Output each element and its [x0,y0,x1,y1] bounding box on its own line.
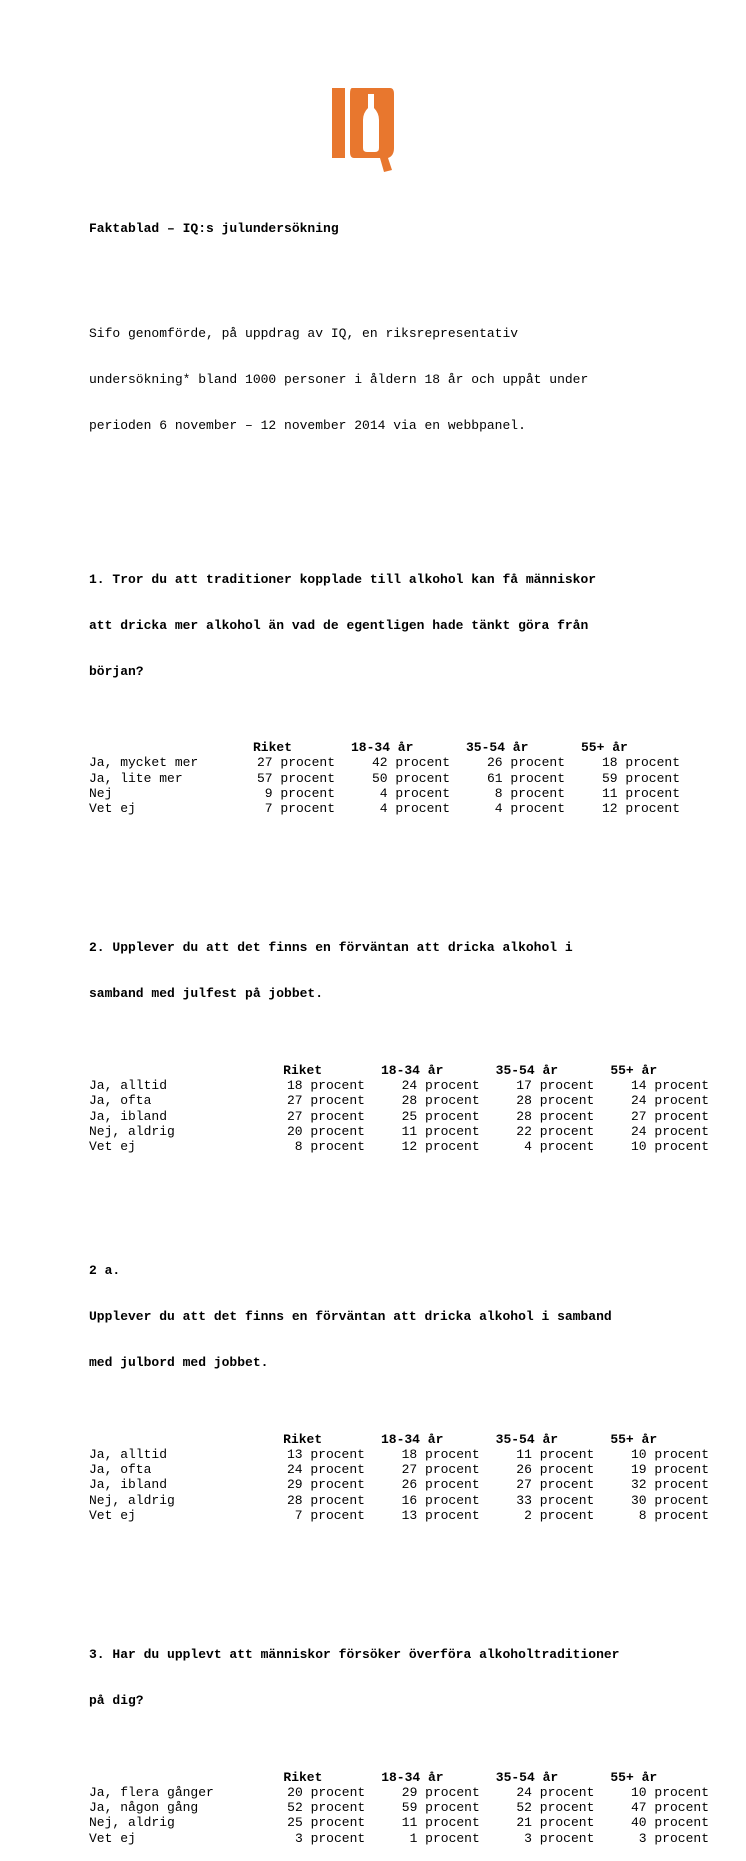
row-label: Vet ej [89,1139,136,1155]
question-line: på dig? [89,1693,144,1709]
row-label: Nej [89,785,113,801]
header-blank-cell [89,740,252,755]
results-table-1 [89,740,680,816]
value-cell: 1 procent [409,1830,480,1846]
column-header: 18-34 år [381,1769,444,1785]
value-cell: 28 procent [401,1093,480,1109]
value-cell: 3 procent [638,1830,709,1846]
value-cell: 27 procent [516,1477,595,1493]
table-row [89,755,680,770]
value-cell: 20 procent [287,1784,366,1800]
column-header: 55+ år [610,1769,658,1785]
value-cell: 18 procent [601,755,680,771]
question-line: 2 a. [89,1263,121,1279]
value-cell: 27 procent [286,1108,365,1124]
table-row [89,1493,709,1508]
value-cell: 27 procent [630,1108,709,1124]
value-cell: 52 procent [516,1800,595,1816]
column-header: Riket [253,740,293,756]
column-header: Riket [283,1769,323,1785]
value-cell: 20 procent [286,1123,365,1139]
value-cell: 8 procent [294,1139,365,1155]
value-cell: 11 procent [601,785,680,801]
question-1 [89,541,709,709]
value-cell: 28 procent [286,1492,365,1508]
intro-line: undersökning* bland 1000 personer i åldern 18 år och uppåt under [89,372,589,388]
value-cell: 12 procent [401,1139,480,1155]
document-title: Faktablad – IQ:s julundersökning [89,220,339,236]
column-header: 35-54 år [495,1769,559,1785]
table-row [89,1785,709,1800]
value-cell: 50 procent [371,770,450,786]
question-line: 1. Tror du att traditioner kopplade till alkohol kan få människor [89,571,597,587]
value-cell: 26 procent [401,1477,480,1493]
row-label: Ja, alltid [89,1078,168,1094]
table-row [89,801,680,816]
table-row [89,1462,709,1477]
column-header: 35-54 år [466,740,529,756]
value-cell: 29 procent [401,1784,480,1800]
question-line: början? [89,663,144,679]
table-row [89,1139,709,1154]
question-2a [89,1233,709,1401]
value-cell: 22 procent [516,1123,595,1139]
row-label: Ja, lite mer [89,770,183,786]
question-line: att dricka mer alkohol än vad de egentligen hade tänkt göra från [89,617,589,633]
value-cell: 24 procent [630,1093,709,1109]
value-cell: 19 procent [630,1462,709,1478]
column-header: 55+ år [581,740,628,756]
row-label: Nej, aldrig [89,1123,175,1139]
row-label: Vet ej [89,801,136,817]
value-cell: 11 procent [516,1446,595,1462]
table-row [89,1800,709,1815]
column-header: 55+ år [610,1062,658,1078]
value-cell: 11 procent [401,1123,480,1139]
column-header: 18-34 år [351,740,414,756]
question-line: samband med julfest på jobbet. [89,986,324,1002]
value-cell: 21 procent [516,1815,595,1831]
header-blank-cell [89,1063,267,1078]
table-row [89,1124,709,1139]
column-header: 18-34 år [380,1431,444,1447]
row-label: Ja, ofta [89,1462,152,1478]
fact-sheet [89,190,709,1861]
value-cell: 18 procent [286,1078,365,1094]
value-cell: 13 procent [286,1446,365,1462]
value-cell: 18 procent [401,1446,480,1462]
value-cell: 3 procent [294,1830,366,1846]
value-cell: 33 procent [516,1492,595,1508]
value-cell: 8 procent [494,785,565,801]
value-cell: 9 procent [264,785,335,801]
value-cell: 14 procent [630,1078,709,1094]
table-row [89,1447,709,1462]
value-cell: 27 procent [401,1462,480,1478]
column-header: Riket [283,1062,323,1078]
value-cell: 8 procent [638,1508,709,1524]
value-cell: 27 procent [256,755,335,771]
value-cell: 26 procent [486,755,565,771]
value-cell: 24 procent [286,1462,365,1478]
row-label: Ja, ofta [89,1093,152,1109]
value-cell: 32 procent [630,1477,709,1493]
row-label: Ja, mycket mer [89,755,199,771]
header-blank-cell [89,1432,267,1447]
value-cell: 61 procent [486,770,565,786]
intro-paragraph [89,296,709,464]
value-cell: 24 procent [401,1078,480,1094]
table-row [89,771,680,786]
question-line: 3. Har du upplevt att människor försöker överföra alkoholtraditioner [89,1647,620,1663]
value-cell: 29 procent [286,1477,365,1493]
value-cell: 40 procent [630,1815,709,1831]
row-label: Ja, ibland [89,1477,168,1493]
value-cell: 25 procent [287,1815,366,1831]
question-2 [89,910,709,1032]
value-cell: 24 procent [630,1123,709,1139]
question-line: med julbord med jobbet. [89,1355,269,1371]
value-cell: 2 procent [524,1508,595,1524]
value-cell: 26 procent [516,1462,595,1478]
value-cell: 10 procent [630,1784,709,1800]
table-row [89,1078,709,1093]
value-cell: 47 procent [630,1800,709,1816]
value-cell: 42 procent [371,755,450,771]
results-table-2a [89,1432,709,1524]
table-row [89,1109,709,1124]
table-header-row [89,1770,709,1785]
table-row [89,786,680,801]
row-label: Nej, aldrig [89,1492,175,1508]
value-cell: 24 procent [516,1784,595,1800]
value-cell: 13 procent [401,1508,480,1524]
table-header-row [89,1063,709,1078]
table-row [89,1831,709,1846]
value-cell: 28 procent [516,1093,595,1109]
value-cell: 59 procent [601,770,680,786]
value-cell: 25 procent [401,1108,480,1124]
column-header: 18-34 år [380,1062,444,1078]
value-cell: 59 procent [401,1800,480,1816]
table-header-row [89,1432,709,1447]
column-header: 35-54 år [495,1431,559,1447]
value-cell: 4 procent [379,801,450,817]
row-label: Ja, flera gånger [89,1784,214,1800]
value-cell: 57 procent [256,770,335,786]
row-label: Ja, ibland [89,1108,168,1124]
iq-logo [332,86,394,174]
question-line: Upplever du att det finns en förväntan att dricka alkohol i samband [89,1309,612,1325]
row-label: Ja, alltid [89,1446,168,1462]
intro-line: Sifo genomförde, på uppdrag av IQ, en riksrepresentativ [89,326,519,342]
value-cell: 10 procent [630,1139,709,1155]
row-label: Vet ej [89,1830,136,1846]
table-header-row [89,740,680,755]
column-header: 55+ år [610,1431,658,1447]
value-cell: 7 procent [264,801,335,817]
question-line: 2. Upplever du att det finns en förväntan att dricka alkohol i [89,940,573,956]
value-cell: 10 procent [630,1446,709,1462]
value-cell: 28 procent [516,1108,595,1124]
table-row [89,1815,709,1830]
value-cell: 30 procent [630,1492,709,1508]
row-label: Ja, någon gång [89,1800,199,1816]
results-table-3 [89,1770,709,1846]
table-row [89,1508,709,1523]
value-cell: 4 procent [494,801,565,817]
value-cell: 4 procent [524,1139,595,1155]
row-label: Nej, aldrig [89,1815,175,1831]
column-header: 35-54 år [495,1062,559,1078]
value-cell: 17 procent [516,1078,595,1094]
value-cell: 12 procent [601,801,680,817]
results-table-2 [89,1063,709,1155]
question-3 [89,1617,709,1739]
table-row [89,1093,709,1108]
value-cell: 7 procent [294,1508,365,1524]
row-label: Vet ej [89,1508,136,1524]
header-blank-cell [89,1770,267,1785]
column-header: Riket [283,1431,323,1447]
table-row [89,1477,709,1492]
value-cell: 27 procent [286,1093,365,1109]
value-cell: 16 procent [401,1492,480,1508]
value-cell: 52 procent [287,1800,366,1816]
value-cell: 3 procent [524,1830,595,1846]
intro-line: perioden 6 november – 12 november 2014 via en webbpanel. [89,418,526,434]
value-cell: 4 procent [379,785,450,801]
value-cell: 11 procent [401,1815,480,1831]
